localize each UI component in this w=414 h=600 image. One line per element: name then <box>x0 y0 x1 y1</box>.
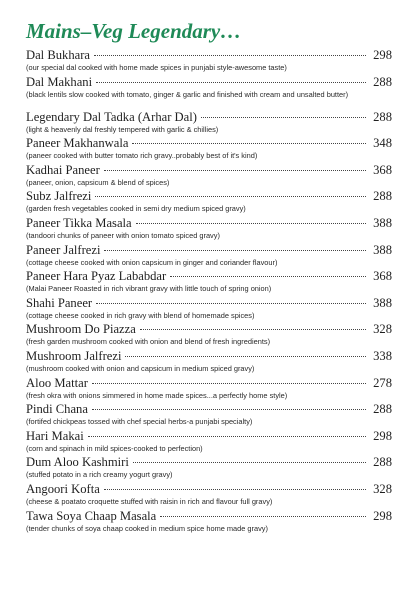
dot-leader <box>96 81 366 83</box>
dish-price: 288 <box>373 109 392 124</box>
dot-leader <box>125 355 366 357</box>
dish-description: (cottage cheese cooked with onion capsicum in ginger and coriander flavour) <box>26 257 278 267</box>
dot-leader <box>104 488 366 490</box>
menu-item-row <box>26 322 392 337</box>
dish-description: (cottage cheese cooked in rich gravy with blend of homemade spices) <box>26 310 255 320</box>
menu-item-row <box>26 110 392 125</box>
menu-item <box>26 402 392 429</box>
menu-item <box>26 243 392 270</box>
menu-item <box>26 296 392 323</box>
dish-description: (tandoori chunks of paneer with onion tomato spiced gravy) <box>26 230 220 240</box>
dish-name: Dum Aloo Kashmiri <box>26 455 129 470</box>
dish-name: Paneer Hara Pyaz Lababdar <box>26 269 167 284</box>
menu-item <box>26 110 392 137</box>
dish-description: (garden fresh vegetables cooked in semi dry medium spiced gravy) <box>26 204 246 214</box>
dish-description: (fresh garden mushroom cooked with onion and blend of fresh ingredients) <box>26 337 271 347</box>
menu-item-row <box>26 136 392 151</box>
menu-item-row <box>26 75 392 90</box>
dish-name: Legendary Dal Tadka (Arhar Dal) <box>26 109 197 124</box>
dish-price: 368 <box>373 269 392 284</box>
menu-item <box>26 509 392 536</box>
menu-item <box>26 136 392 163</box>
dish-description: (Malai Paneer Roasted in rich vibrant gravy with little touch of spring onion) <box>26 284 272 294</box>
dish-price: 288 <box>373 189 392 204</box>
menu-item-row <box>26 269 392 284</box>
menu-item <box>26 482 392 509</box>
dish-price: 278 <box>373 375 392 390</box>
dish-price: 338 <box>373 348 392 363</box>
dot-leader <box>132 142 366 144</box>
menu-item <box>26 322 392 349</box>
menu-item-row <box>26 216 392 231</box>
dish-price: 328 <box>373 322 392 337</box>
menu-item-row <box>26 376 392 391</box>
dot-leader <box>92 382 366 384</box>
dish-name: Paneer Jalfrezi <box>26 242 101 257</box>
dot-leader <box>133 461 366 463</box>
dish-description: (mushroom cooked with onion and capsicum in medium spiced gravy) <box>26 363 255 373</box>
dish-description: (corn and spinach in mild spices-cooked to perfection) <box>26 443 203 453</box>
dish-name: Hari Makai <box>26 428 84 443</box>
menu-item <box>26 75 392 110</box>
menu-item <box>26 216 392 243</box>
dot-leader <box>201 116 366 118</box>
dot-leader <box>94 54 366 56</box>
dish-price: 298 <box>373 48 392 62</box>
menu-item <box>26 269 392 296</box>
menu-item <box>26 455 392 482</box>
menu-list <box>26 48 392 535</box>
dish-description: (tender chunks of soya chaap cooked in medium spice home made gravy) <box>26 523 268 533</box>
menu-item-row <box>26 349 392 364</box>
dish-price: 288 <box>373 74 392 89</box>
dish-name: Aloo Mattar <box>26 375 88 390</box>
dish-description: (fortifed chickpeas tossed with chef special herbs-a punjabi specialty) <box>26 417 253 427</box>
dish-name: Pindi Chana <box>26 402 88 417</box>
dish-description: (our special dal cooked with home made spices in punjabi style-awesome taste) <box>26 63 287 72</box>
menu-item-row <box>26 429 392 444</box>
menu-item-row <box>26 163 392 178</box>
menu-item-row <box>26 189 392 204</box>
dish-description: (stuffed potato in a rich creamy yogurt gravy) <box>26 470 173 480</box>
dot-leader <box>95 195 366 197</box>
menu-item-row <box>26 402 392 417</box>
dish-price: 298 <box>373 508 392 523</box>
dish-price: 388 <box>373 215 392 230</box>
dish-name: Mushroom Do Piazza <box>26 322 136 337</box>
dish-name: Mushroom Jalfrezi <box>26 348 122 363</box>
dish-name: Dal Bukhara <box>26 48 90 62</box>
dot-leader <box>136 222 366 224</box>
menu-item <box>26 429 392 456</box>
dish-description: (black lentils slow cooked with tomato, ginger & garlic and finished with cream and unsalted butter) <box>26 89 349 99</box>
dish-name: Angoori Kofta <box>26 481 100 496</box>
menu-item <box>26 163 392 190</box>
dish-description: (paneer, onion, capsicum & blend of spices) <box>26 177 170 187</box>
menu-item-row <box>26 243 392 258</box>
dish-price: 288 <box>373 402 392 417</box>
dot-leader <box>104 249 366 251</box>
menu-item-row <box>26 48 392 63</box>
dot-leader <box>104 169 366 171</box>
dish-description: (fresh okra with onions simmered in home made spices...a perfectly home style) <box>26 390 288 400</box>
menu-item-row <box>26 455 392 470</box>
menu-item-row <box>26 509 392 524</box>
menu-item <box>26 189 392 216</box>
dot-leader <box>92 408 366 410</box>
menu-item-row <box>26 296 392 311</box>
dish-description: (cheese & poatato croquette stuffed with raisin in rich and flavour full gravy) <box>26 496 273 506</box>
dish-price: 348 <box>373 136 392 151</box>
dish-price: 368 <box>373 162 392 177</box>
dish-name: Shahi Paneer <box>26 295 93 310</box>
dish-name: Subz Jalfrezi <box>26 189 92 204</box>
menu-item <box>26 349 392 376</box>
menu-section-title: Mains–Veg Legendary… <box>26 19 242 43</box>
dish-price: 298 <box>373 428 392 443</box>
menu-item-row <box>26 482 392 497</box>
dish-name: Paneer Tikka Masala <box>26 215 132 230</box>
menu-item <box>26 376 392 403</box>
dish-description: (light & heavenly dal freshly tempered with garlic & chillies) <box>26 124 219 134</box>
dish-name: Kadhai Paneer <box>26 162 100 177</box>
dish-name: Dal Makhani <box>26 74 93 89</box>
dot-leader <box>160 515 366 517</box>
dish-price: 388 <box>373 295 392 310</box>
dish-price: 328 <box>373 481 392 496</box>
dot-leader <box>140 328 366 330</box>
dot-leader <box>88 435 366 437</box>
dish-name: Paneer Makhanwala <box>26 136 129 151</box>
menu-item <box>26 48 392 75</box>
dish-description: (paneer cooked with butter tomato rich gravy..probably best of it's kind) <box>26 151 258 161</box>
dot-leader <box>96 302 366 304</box>
dish-price: 388 <box>373 242 392 257</box>
dot-leader <box>170 275 366 277</box>
dish-price: 288 <box>373 455 392 470</box>
dish-name: Tawa Soya Chaap Masala <box>26 508 157 523</box>
